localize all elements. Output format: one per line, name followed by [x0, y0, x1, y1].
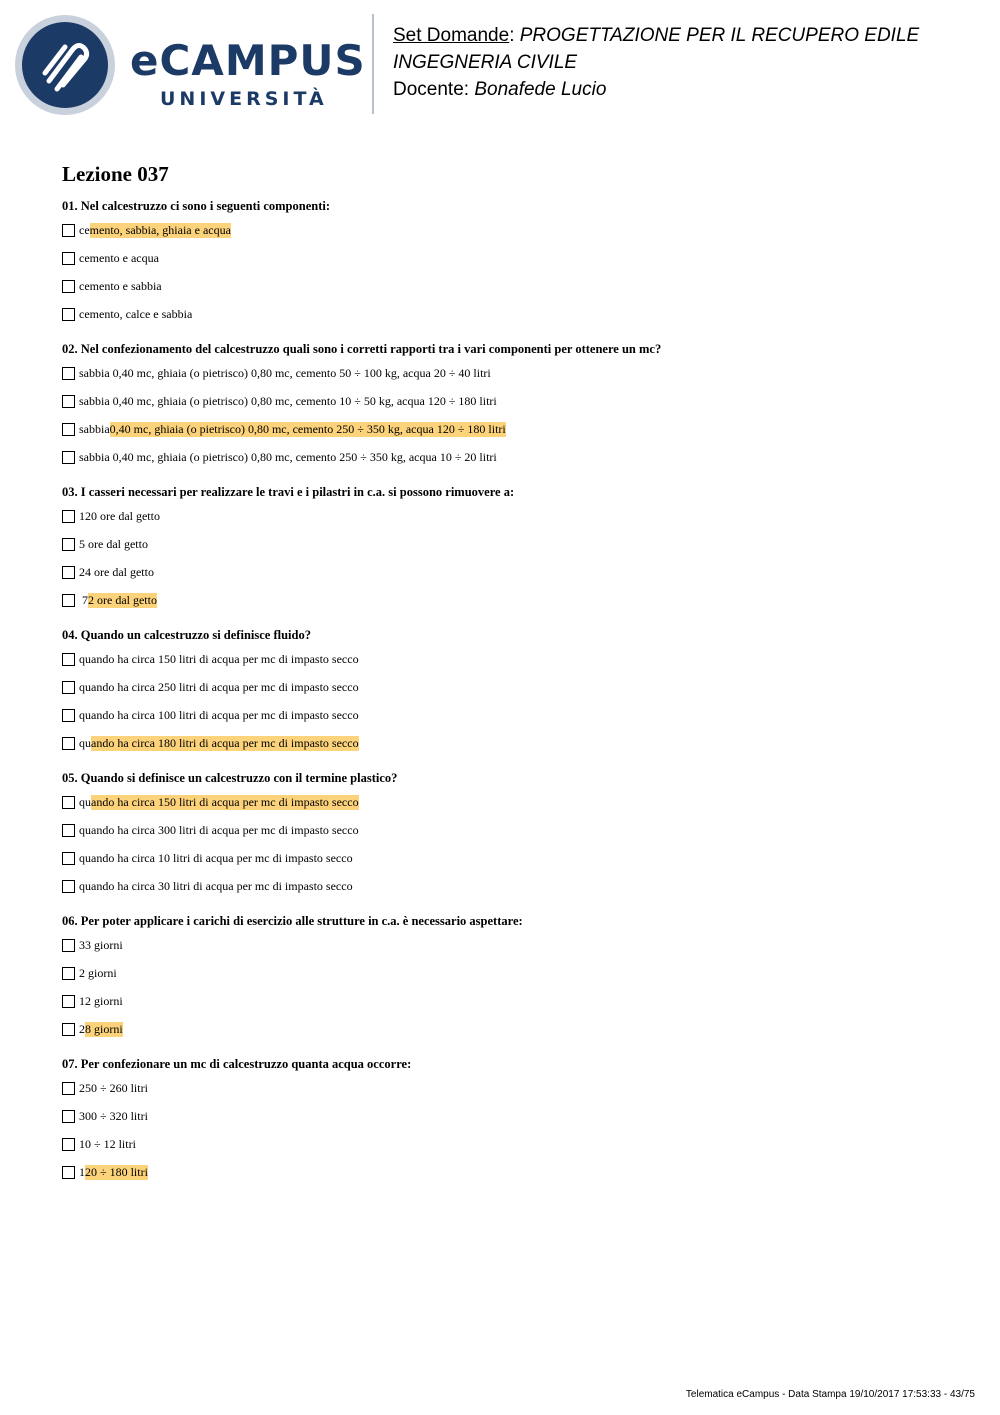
question-title: 03. I casseri necessari per realizzare le travi e i pilastri in c.a. si possono rimuovere a:: [62, 485, 515, 499]
option[interactable]: 7 2 ore dal getto: [62, 586, 962, 614]
checkbox[interactable]: [62, 395, 75, 408]
option[interactable]: quando ha circa 150 litri di acqua per mc di impasto secco: [62, 645, 962, 673]
option[interactable]: quando ha circa 250 litri di acqua per mc di impasto secco: [62, 673, 962, 701]
option[interactable]: 300 ÷ 320 litri: [62, 1102, 962, 1130]
question-5: [62, 770, 962, 913]
checkbox[interactable]: [62, 1166, 75, 1179]
checkbox[interactable]: [62, 451, 75, 464]
brand-name: eCAMPUS: [130, 36, 366, 85]
checkbox[interactable]: [62, 653, 75, 666]
checkbox[interactable]: [62, 224, 75, 237]
option[interactable]: quando ha circa 100 litri di acqua per mc di impasto secco: [62, 701, 962, 729]
checkbox[interactable]: [62, 824, 75, 837]
set-label: Set Domande: [393, 25, 510, 46]
checkbox[interactable]: [62, 709, 75, 722]
checkbox[interactable]: [62, 967, 75, 980]
question-1: [62, 198, 962, 341]
checkbox[interactable]: [62, 280, 75, 293]
option[interactable]: cemento, calce e sabbia: [62, 300, 962, 328]
question-4: [62, 627, 962, 770]
checkbox[interactable]: [62, 852, 75, 865]
option[interactable]: 10 ÷ 12 litri: [62, 1130, 962, 1158]
page-header: [0, 0, 1000, 130]
option[interactable]: sabbia 0,40 mc, ghiaia (o pietrisco) 0,80 mc, cemento 50 ÷ 100 kg, acqua 20 ÷ 40 litri: [62, 359, 962, 387]
checkbox[interactable]: [62, 796, 75, 809]
docente-name: Bonafede Lucio: [474, 79, 607, 100]
question-3: [62, 484, 962, 627]
option[interactable]: sabbia 0,40 mc, ghiaia (o pietrisco) 0,80 mc, cemento 250 ÷ 350 kg, acqua 10 ÷ 20 litri: [62, 443, 962, 471]
option[interactable]: quando ha circa 300 litri di acqua per mc di impasto secco: [62, 816, 962, 844]
option[interactable]: qu ando ha circa 180 litri di acqua per mc di impasto secco: [62, 729, 962, 757]
checkbox[interactable]: [62, 510, 75, 523]
option[interactable]: qu ando ha circa 150 litri di acqua per mc di impasto secco: [62, 788, 962, 816]
checkbox[interactable]: [62, 1110, 75, 1123]
option[interactable]: ce mento, sabbia, ghiaia e acqua: [62, 216, 962, 244]
checkbox[interactable]: [62, 423, 75, 436]
docente-label: Docente:: [393, 79, 470, 100]
question-6: [62, 913, 962, 1056]
brand-subtitle: UNIVERSITÀ: [160, 88, 328, 110]
option[interactable]: sabbia 0,40 mc, ghiaia (o pietrisco) 0,80 mc, cemento 250 ÷ 350 kg, acqua 120 ÷ 180 litri: [62, 415, 962, 443]
checkbox[interactable]: [62, 681, 75, 694]
set-info: Set Domande: PROGETTAZIONE PER IL RECUPERO EDILE INGEGNERIA CIVILE Docente: Bonafede Lucio: [393, 25, 920, 100]
option[interactable]: 2 8 giorni: [62, 1015, 962, 1043]
question-title: 02. Nel confezionamento del calcestruzzo quali sono i corretti rapporti tra i vari componenti per ottenere un mc?: [62, 342, 662, 356]
set-title-1: PROGETTAZIONE PER IL RECUPERO EDILE: [519, 25, 920, 46]
set-title-2: INGEGNERIA CIVILE: [393, 52, 578, 73]
question-7: [62, 1056, 962, 1186]
checkbox[interactable]: [62, 880, 75, 893]
checkbox[interactable]: [62, 566, 75, 579]
checkbox[interactable]: [62, 308, 75, 321]
checkbox[interactable]: [62, 995, 75, 1008]
option[interactable]: cemento e sabbia: [62, 272, 962, 300]
header-divider: [372, 14, 374, 114]
option[interactable]: 24 ore dal getto: [62, 558, 962, 586]
question-title: 04. Quando un calcestruzzo si definisce fluido?: [62, 628, 311, 642]
checkbox[interactable]: [62, 737, 75, 750]
checkbox[interactable]: [62, 367, 75, 380]
option[interactable]: 2 giorni: [62, 959, 962, 987]
option[interactable]: 5 ore dal getto: [62, 530, 962, 558]
checkbox[interactable]: [62, 594, 75, 607]
checkbox[interactable]: [62, 252, 75, 265]
option[interactable]: 12 giorni: [62, 987, 962, 1015]
checkbox[interactable]: [62, 939, 75, 952]
option[interactable]: sabbia 0,40 mc, ghiaia (o pietrisco) 0,80 mc, cemento 10 ÷ 50 kg, acqua 120 ÷ 180 litri: [62, 387, 962, 415]
checkbox[interactable]: [62, 1082, 75, 1095]
checkbox[interactable]: [62, 1023, 75, 1036]
question-2: [62, 341, 962, 484]
question-title: 01. Nel calcestruzzo ci sono i seguenti componenti:: [62, 199, 331, 213]
option[interactable]: quando ha circa 10 litri di acqua per mc di impasto secco: [62, 844, 962, 872]
option[interactable]: cemento e acqua: [62, 244, 962, 272]
checkbox[interactable]: [62, 538, 75, 551]
option[interactable]: quando ha circa 30 litri di acqua per mc di impasto secco: [62, 872, 962, 900]
option[interactable]: 120 ore dal getto: [62, 502, 962, 530]
questions-list: [62, 198, 962, 1186]
option[interactable]: 33 giorni: [62, 931, 962, 959]
option[interactable]: 250 ÷ 260 litri: [62, 1074, 962, 1102]
lesson-title: Lezione 037: [62, 162, 169, 186]
question-title: 07. Per confezionare un mc di calcestruzzo quanta acqua occorre:: [62, 1057, 412, 1071]
ecampus-logo-icon: [15, 15, 115, 115]
page-footer: Telematica eCampus - Data Stampa 19/10/2017 17:53:33 - 43/75: [685, 1389, 975, 1400]
option[interactable]: 1 20 ÷ 180 litri: [62, 1158, 962, 1186]
checkbox[interactable]: [62, 1138, 75, 1151]
question-title: 05. Quando si definisce un calcestruzzo con il termine plastico?: [62, 771, 398, 785]
question-title: 06. Per poter applicare i carichi di esercizio alle strutture in c.a. è necessario aspettare:: [62, 914, 523, 928]
